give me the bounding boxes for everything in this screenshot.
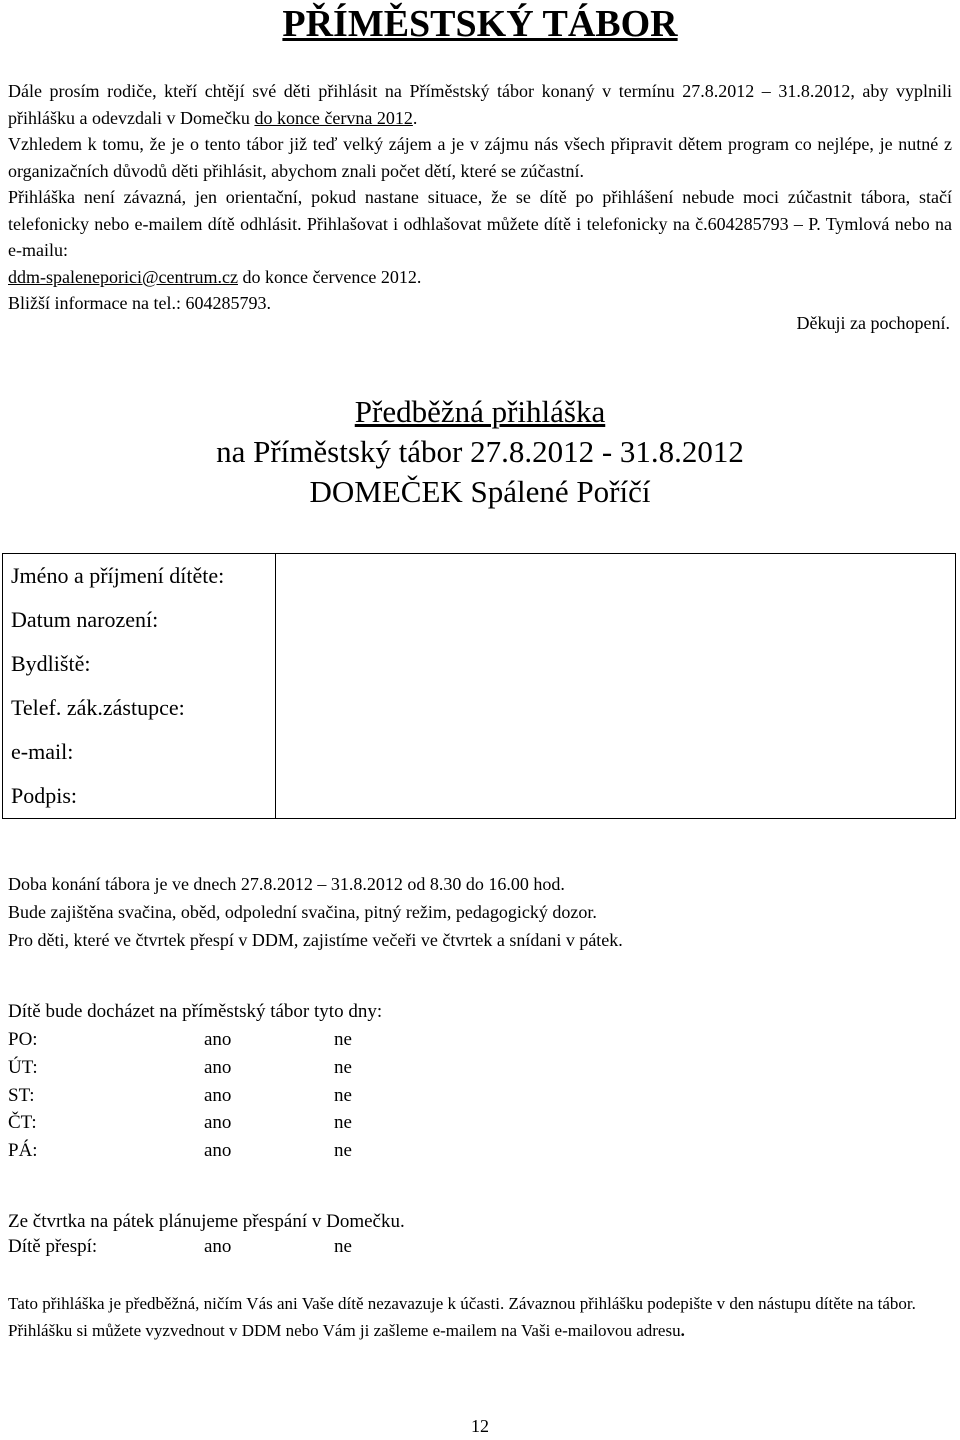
form-heading xyxy=(0,392,960,512)
page-number: 12 xyxy=(471,1416,489,1436)
no-option[interactable]: ne xyxy=(334,1112,352,1134)
after-email-text: do konce července 2012. xyxy=(237,266,422,287)
field-label-guardian-phone: Telef. zák.zástupce: xyxy=(11,695,185,720)
thanks-text: Děkuji za pochopení. xyxy=(796,313,950,333)
days-heading: Dítě bude docházet na příměstský tábor tyto dny: xyxy=(8,1001,383,1022)
sleepover-no-option[interactable]: ne xyxy=(334,1236,352,1257)
intro-line-1-end: . xyxy=(412,107,418,128)
field-label-child-name: Jméno a příjmení dítěte: xyxy=(11,563,225,588)
intro-paragraph-2: Vzhledem k tomu, že je o tento tábor již teď velký zájem a je v zájmu nás všech připravit dětem program co nejlépe, je nutné z organizačních důvodů děti přihlásit, abychom znali počet dětí, které se zúčastní. xyxy=(8,134,952,181)
note-pickup: Přihlášku si můžete vyzvednout v DDM nebo Vám ji zašleme e-mailem na Vaši e-mailovou adresu xyxy=(8,1321,681,1340)
form-heading-place: DOMEČEK Spálené Poříčí xyxy=(309,474,651,509)
field-label-birth-date: Datum narození: xyxy=(11,607,159,632)
form-heading-subtitle: na Příměstský tábor 27.8.2012 - 31.8.2012 xyxy=(216,434,744,469)
sleepover-label: Dítě přespí: xyxy=(8,1236,98,1257)
field-values-cell[interactable] xyxy=(276,554,956,819)
intro-line-1: Dále prosím rodiče, kteří chtějí své děti přihlásit na Příměstský tábor konaný v termínu 27.8.2012 – 31.8.2012, aby vyplnili přihlášku a odevzdali v Domečku xyxy=(8,81,952,128)
deadline-text: do konce června 2012 xyxy=(254,107,413,128)
yes-option[interactable]: ano xyxy=(204,1140,232,1162)
field-labels-cell xyxy=(3,554,276,819)
field-label-email: e-mail: xyxy=(11,739,74,764)
camp-thursday-text: Pro děti, které ve čtvrtek přespí v DDM, zajistíme večeři ve čtvrtek a snídani v pátek. xyxy=(8,930,623,950)
no-option[interactable]: ne xyxy=(334,1140,352,1162)
page-title: PŘÍMĚSTSKÝ TÁBOR xyxy=(282,3,678,45)
day-label: PÁ: xyxy=(8,1140,38,1162)
note-pickup-end: . xyxy=(680,1321,685,1340)
email-link[interactable]: ddm-spaleneporici@centrum.cz xyxy=(8,266,238,287)
camp-details xyxy=(8,870,623,954)
day-label: ST: xyxy=(8,1084,35,1106)
yes-option[interactable]: ano xyxy=(204,1029,232,1050)
form-heading-title: Předběžná přihláška xyxy=(354,394,606,429)
note-preliminary: Tato přihláška je předběžná, ničím Vás ani Vaše dítě nezavazuje k účasti. Závaznou přihlášku podepište v den nástupu dítěte na tábor. xyxy=(8,1294,916,1313)
yes-option[interactable]: ano xyxy=(204,1056,232,1078)
field-label-signature: Podpis: xyxy=(11,783,78,808)
intro-text xyxy=(8,78,952,317)
sleepover-yes-option[interactable]: ano xyxy=(204,1236,232,1257)
day-label: ÚT: xyxy=(8,1056,38,1078)
yes-option[interactable]: ano xyxy=(204,1112,232,1134)
sleepover-intro: Ze čtvrtka na pátek plánujeme přespání v Domečku. xyxy=(8,1211,405,1232)
intro-paragraph-1 xyxy=(8,78,952,131)
no-option[interactable]: ne xyxy=(334,1056,352,1078)
camp-time-text: Doba konání tábora je ve dnech 27.8.2012 – 31.8.2012 od 8.30 do 16.00 hod. xyxy=(8,874,565,894)
registration-form-table xyxy=(2,553,956,819)
no-option[interactable]: ne xyxy=(334,1029,352,1050)
info-phone: Bližší informace na tel.: 604285793. xyxy=(8,293,271,313)
no-option[interactable]: ne xyxy=(334,1084,352,1106)
intro-paragraph-3 xyxy=(8,184,952,290)
camp-food-text: Bude zajištěna svačina, oběd, odpolední svačina, pitný režim, pedagogický dozor. xyxy=(8,902,597,922)
field-label-address: Bydliště: xyxy=(11,651,91,676)
intro-paragraph-3-text: Přihláška není závazná, jen orientační, pokud nastane situace, že se dítě po přihlášení nebude moci zúčastnit tábora, stačí telefonicky nebo e-mailem dítě odhlásit. Přihlašovat i odhlašovat můžete dítě i telefonicky na č.604285793 – P. Tymlová nebo na e-mailu: xyxy=(8,187,952,260)
footer-notes xyxy=(8,1290,958,1344)
day-label: ČT: xyxy=(8,1112,37,1134)
day-label: PO: xyxy=(8,1029,38,1050)
sleepover-row xyxy=(8,1236,408,1264)
yes-option[interactable]: ano xyxy=(204,1084,232,1106)
